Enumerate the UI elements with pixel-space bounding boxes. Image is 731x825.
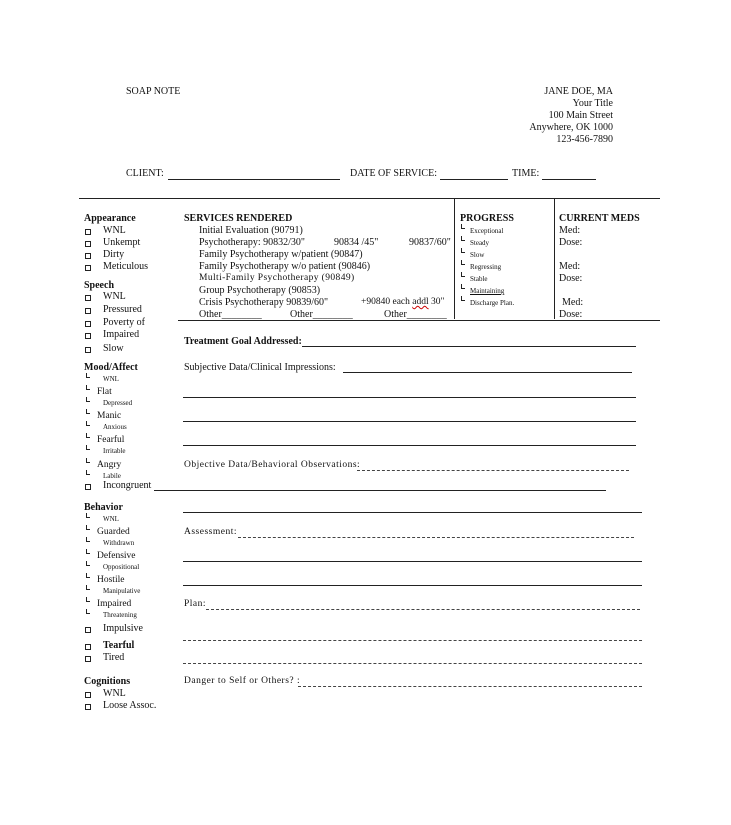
mood-wnl-checkbox[interactable] xyxy=(86,373,90,378)
service-other-2[interactable]: Other________ xyxy=(290,309,353,320)
speech-label: Impaired xyxy=(103,329,140,340)
behavior-label: Threatening xyxy=(103,611,137,619)
progress-slow-checkbox[interactable] xyxy=(461,248,465,253)
provider-city: Anywhere, OK 1000 xyxy=(529,122,613,133)
client-field[interactable] xyxy=(168,179,340,180)
appearance-meticulous-checkbox[interactable] xyxy=(85,265,91,271)
behavior-impulsive-checkbox[interactable] xyxy=(85,627,91,633)
header-divider xyxy=(79,198,660,199)
behavior-label: Impaired xyxy=(97,599,132,609)
service-other-1[interactable]: Other________ xyxy=(199,309,262,320)
subjective-field[interactable] xyxy=(343,372,632,373)
behavior-label: Manipulative xyxy=(103,587,141,595)
client-label: CLIENT: xyxy=(126,168,164,179)
appearance-label: WNL xyxy=(103,225,126,236)
med-label[interactable]: Med: xyxy=(559,225,581,236)
appearance-wnl-checkbox[interactable] xyxy=(85,229,91,235)
speech-heading: Speech xyxy=(84,280,114,291)
appearance-dirty-checkbox[interactable] xyxy=(85,253,91,259)
behavior-label: Hostile xyxy=(97,575,125,585)
time-label: TIME: xyxy=(512,168,540,179)
service-crisis[interactable]: Crisis Psychotherapy 90839/60" xyxy=(199,297,329,308)
subjective-label: Subjective Data/Clinical Impressions: xyxy=(184,362,336,373)
behavior-impaired-checkbox[interactable] xyxy=(86,597,90,602)
service-family-with-patient[interactable]: Family Psychotherapy w/patient (90847) xyxy=(199,249,363,260)
service-psychotherapy[interactable]: Psychotherapy: 90832/30" xyxy=(199,237,306,248)
behavior-tearful-checkbox[interactable] xyxy=(85,644,91,650)
behavior-tired-checkbox[interactable] xyxy=(85,656,91,662)
mood-incongruent-checkbox[interactable] xyxy=(85,484,91,490)
cognitions-label: WNL xyxy=(103,688,126,699)
cognitions-heading: Cognitions xyxy=(84,676,131,687)
progress-exceptional-checkbox[interactable] xyxy=(461,224,465,229)
plan-line-2[interactable] xyxy=(183,640,642,641)
speech-wnl-checkbox[interactable] xyxy=(85,295,91,301)
mood-label: Irritable xyxy=(103,447,126,455)
behavior-label: Tired xyxy=(103,652,125,663)
provider-street: 100 Main Street xyxy=(548,110,613,121)
speech-label: Pressured xyxy=(103,304,142,315)
progress-stable-checkbox[interactable] xyxy=(461,272,465,277)
mood-depressed-checkbox[interactable] xyxy=(86,397,90,402)
service-psychotherapy-45[interactable]: 90834 /45" xyxy=(334,237,379,248)
behavior-defensive-checkbox[interactable] xyxy=(86,549,90,554)
speech-label: WNL xyxy=(103,291,126,302)
service-other-3[interactable]: Other________ xyxy=(384,309,447,320)
cognitions-label: Loose Assoc. xyxy=(103,700,157,711)
mood-fearful-checkbox[interactable] xyxy=(86,433,90,438)
progress-label: Regressing xyxy=(470,263,502,271)
crisis-addon-suffix: 30" xyxy=(428,297,445,307)
dose-label[interactable]: Dose: xyxy=(559,237,583,248)
mood-anxious-checkbox[interactable] xyxy=(86,421,90,426)
behavior-threatening-checkbox[interactable] xyxy=(86,609,90,614)
appearance-label: Unkempt xyxy=(103,237,141,248)
speech-label: Poverty of xyxy=(103,317,145,328)
provider-phone: 123-456-7890 xyxy=(556,134,613,145)
med-label[interactable]: Med: xyxy=(562,297,584,308)
assessment-line-2[interactable] xyxy=(183,561,642,562)
progress-steady-checkbox[interactable] xyxy=(461,236,465,241)
behavior-wnl-checkbox[interactable] xyxy=(86,513,90,518)
plan-field[interactable] xyxy=(206,609,640,610)
time-field[interactable] xyxy=(542,179,596,180)
objective-line-2[interactable] xyxy=(183,512,642,513)
med-label[interactable]: Med: xyxy=(559,261,581,272)
progress-label: Discharge Plan. xyxy=(470,299,515,307)
behavior-label: Tearful xyxy=(103,640,135,651)
mood-label: Flat xyxy=(97,387,112,397)
mood-label: Manic xyxy=(97,411,122,421)
crisis-addon-prefix: +90840 each xyxy=(361,297,413,307)
appearance-label: Meticulous xyxy=(103,261,148,272)
cognitions-wnl-checkbox[interactable] xyxy=(85,692,91,698)
behavior-label: WNL xyxy=(103,515,119,523)
speech-pressured-checkbox[interactable] xyxy=(85,308,91,314)
mood-irritable-checkbox[interactable] xyxy=(86,445,90,450)
behavior-guarded-checkbox[interactable] xyxy=(86,525,90,530)
date-label: DATE OF SERVICE: xyxy=(350,168,437,179)
assessment-label: Assessment: xyxy=(184,527,237,537)
services-progress-divider xyxy=(454,199,455,319)
subjective-line-3[interactable] xyxy=(183,421,636,422)
progress-discharge-checkbox[interactable] xyxy=(461,296,465,301)
speech-poverty-checkbox[interactable] xyxy=(85,321,91,327)
progress-label: Maintaining xyxy=(470,287,505,295)
cognitions-loose-checkbox[interactable] xyxy=(85,704,91,710)
service-psychotherapy-60[interactable]: 90837/60" xyxy=(409,237,451,248)
progress-label: Stable xyxy=(470,275,488,283)
danger-field[interactable] xyxy=(298,686,642,687)
crisis-addon-word: addl xyxy=(412,297,429,307)
behavior-oppositional-checkbox[interactable] xyxy=(86,561,90,566)
subjective-line-2[interactable] xyxy=(183,397,636,398)
danger-label-text: Danger to Self or Others? xyxy=(184,676,295,686)
progress-heading: PROGRESS xyxy=(460,213,514,224)
assessment-line-3[interactable] xyxy=(183,585,642,586)
page-title: SOAP NOTE xyxy=(126,86,181,97)
mood-label: Labile xyxy=(103,472,121,480)
mood-label: WNL xyxy=(103,375,119,383)
mood-angry-checkbox[interactable] xyxy=(86,458,90,463)
mood-heading: Mood/Affect xyxy=(84,362,138,373)
provider-title: Your Title xyxy=(572,98,613,109)
meds-heading: CURRENT MEDS xyxy=(559,213,640,224)
speech-impaired-checkbox[interactable] xyxy=(85,333,91,339)
appearance-label: Dirty xyxy=(103,249,125,260)
behavior-label: Defensive xyxy=(97,551,136,561)
dose-label[interactable]: Dose: xyxy=(559,309,583,320)
behavior-heading: Behavior xyxy=(84,502,123,513)
mood-label: Angry xyxy=(97,460,122,470)
treatment-goal-label: Treatment Goal Addressed: xyxy=(184,336,302,347)
appearance-unkempt-checkbox[interactable] xyxy=(85,241,91,247)
plan-line-3[interactable] xyxy=(183,663,642,664)
behavior-label: Impulsive xyxy=(103,623,143,634)
service-crisis-addon[interactable] xyxy=(361,297,444,307)
behavior-hostile-checkbox[interactable] xyxy=(86,573,90,578)
service-multi-family[interactable]: Multi-Family Psychotherapy (90849) xyxy=(199,273,355,283)
progress-regressing-checkbox[interactable] xyxy=(461,260,465,265)
provider-name: JANE DOE, MA xyxy=(544,86,613,97)
mood-manic-checkbox[interactable] xyxy=(86,409,90,414)
services-heading: SERVICES RENDERED xyxy=(184,213,293,224)
date-field[interactable] xyxy=(440,179,508,180)
behavior-manipulative-checkbox[interactable] xyxy=(86,585,90,590)
mood-label: Depressed xyxy=(103,399,133,407)
behavior-withdrawn-checkbox[interactable] xyxy=(86,537,90,542)
behavior-label: Guarded xyxy=(97,527,130,537)
plan-label: Plan: xyxy=(184,599,207,609)
speech-label: Slow xyxy=(103,343,124,354)
mood-label: Anxious xyxy=(103,423,127,431)
service-initial-evaluation[interactable]: Initial Evaluation (90791) xyxy=(199,225,303,236)
progress-maintaining-checkbox[interactable] xyxy=(461,284,465,289)
behavior-label: Withdrawn xyxy=(103,539,135,547)
mood-label: Fearful xyxy=(97,435,125,445)
dose-label[interactable]: Dose: xyxy=(559,273,583,284)
incongruent-field[interactable] xyxy=(154,490,606,491)
objective-label: Objective Data/Behavioral Observations: xyxy=(184,460,361,470)
treatment-goal-field[interactable] xyxy=(302,346,636,347)
objective-field[interactable] xyxy=(357,470,629,471)
services-bottom-rule xyxy=(178,320,660,321)
progress-label: Slow xyxy=(470,251,485,259)
subjective-line-4[interactable] xyxy=(183,445,636,446)
progress-meds-divider xyxy=(554,199,555,319)
mood-flat-checkbox[interactable] xyxy=(86,385,90,390)
danger-label: Danger to Self or Others? : xyxy=(184,676,301,686)
mood-label: Incongruent xyxy=(103,480,152,491)
behavior-label: Oppositional xyxy=(103,563,140,571)
assessment-field[interactable] xyxy=(238,537,634,538)
appearance-heading: Appearance xyxy=(84,213,136,224)
progress-label: Exceptional xyxy=(470,227,504,235)
progress-label: Steady xyxy=(470,239,490,247)
service-family-without-patient[interactable]: Family Psychotherapy w/o patient (90846) xyxy=(199,261,371,272)
mood-labile-checkbox[interactable] xyxy=(86,470,90,475)
speech-slow-checkbox[interactable] xyxy=(85,347,91,353)
service-group[interactable]: Group Psychotherapy (90853) xyxy=(199,285,321,296)
